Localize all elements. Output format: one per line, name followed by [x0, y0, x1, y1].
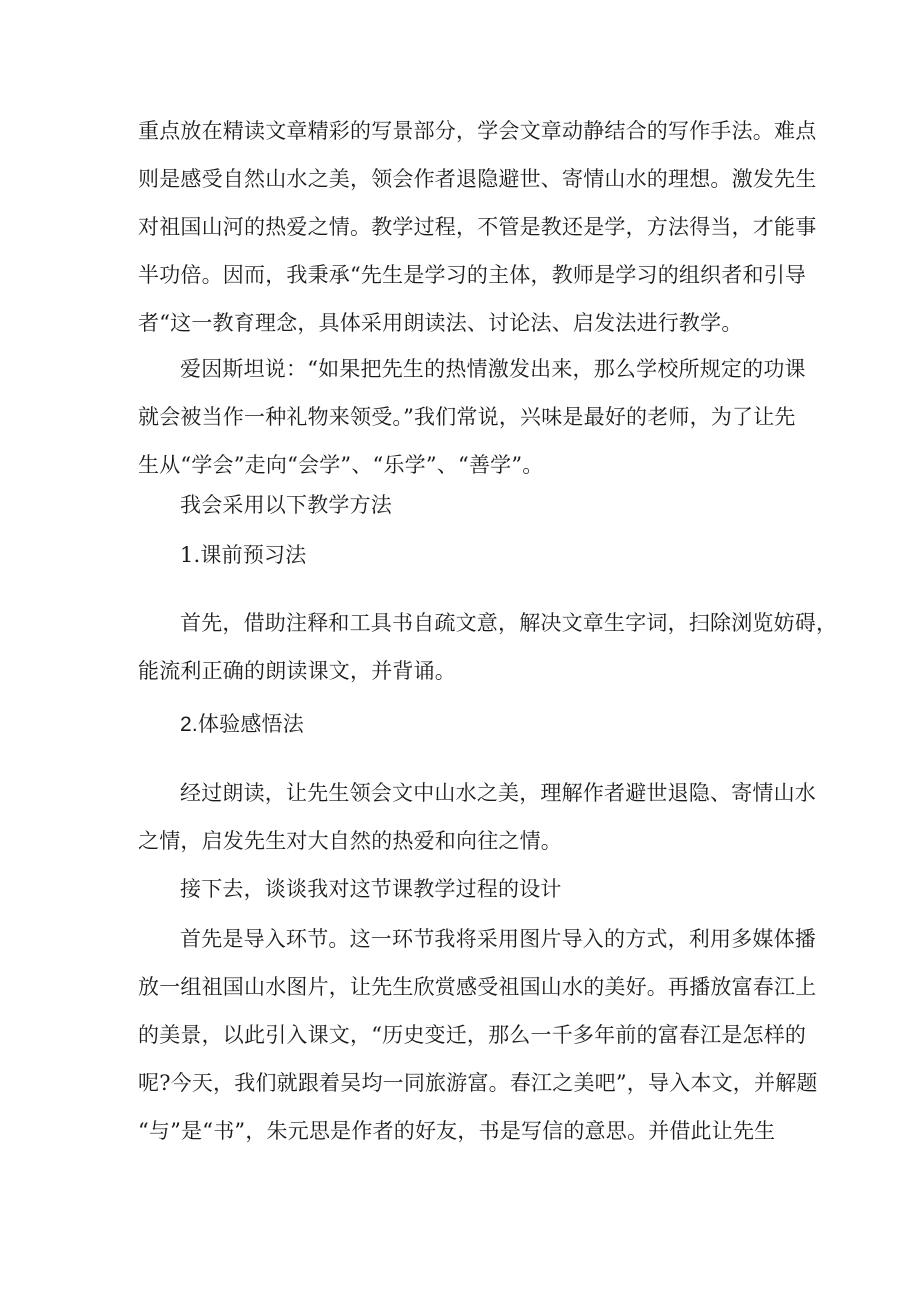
method-2-line-2: 之情，启发先生对大自然的热爱和向往之情。	[138, 829, 562, 853]
paragraph-2-line-1: 爱因斯坦说：“如果把先生的热情激发出来，那么学校所规定的功课	[180, 357, 806, 381]
last-paragraph-line-1: 首先是导入环节。这一环节我将采用图片导入的方式，利用多媒体播	[180, 927, 816, 951]
method-1-line-1: 首先，借助注释和工具书自疏文意，解决文章生字词，扫除浏览妨碍，	[180, 611, 838, 635]
last-paragraph-line-4: 呢?今天，我们就跟着吴均一同旅游富。春江之美吧”，导入本文，并解题	[138, 1071, 818, 1095]
paragraph-1-line-2: 则是感受自然山水之美，领会作者退隐避世、寄情山水的理想。激发先生	[138, 167, 817, 191]
paragraph-2-line-2: 就会被当作一种礼物来领受。”我们常说，兴味是最好的老师，为了让先	[138, 405, 796, 429]
method-1-line-2: 能流利正确的朗读课文，并背诵。	[138, 659, 456, 683]
method-1-title: 1.课前预习法	[180, 543, 307, 567]
paragraph-1-line-1: 重点放在精读文章精彩的写景部分，学会文章动静结合的写作手法。难点	[138, 119, 817, 143]
paragraph-1-line-4: 半功倍。因而，我秉承“先生是学习的主体，教师是学习的组织者和引导	[138, 263, 807, 287]
methods-intro: 我会采用以下教学方法	[180, 493, 392, 517]
last-paragraph-line-2: 放一组祖国山水图片，让先生欣赏感受祖国山水的美好。再播放富春江上	[138, 975, 817, 999]
method-2-title: 2.体验感悟法	[180, 713, 304, 736]
last-paragraph-line-5: “与”是“书”，朱元思是作者的好友，书是写信的意思。并借此让先生	[138, 1119, 776, 1143]
process-intro: 接下去，谈谈我对这节课教学过程的设计	[180, 877, 562, 901]
paragraph-2-line-3: 生从“学会”走向“会学”、“乐学”、“善学”。	[138, 453, 544, 477]
last-paragraph-line-3: 的美景，以此引入课文，“历史变迁，那么一千多年前的富春江是怎样的	[138, 1023, 807, 1047]
paragraph-1-line-3: 对祖国山河的热爱之情。教学过程，不管是教还是学，方法得当，才能事	[138, 215, 817, 239]
method-2-line-1: 经过朗读，让先生领会文中山水之美，理解作者避世退隐、寄情山水	[180, 781, 816, 805]
paragraph-1-line-5: 者“这一教育理念，具体采用朗读法、讨论法、启发法进行教学。	[138, 311, 743, 335]
